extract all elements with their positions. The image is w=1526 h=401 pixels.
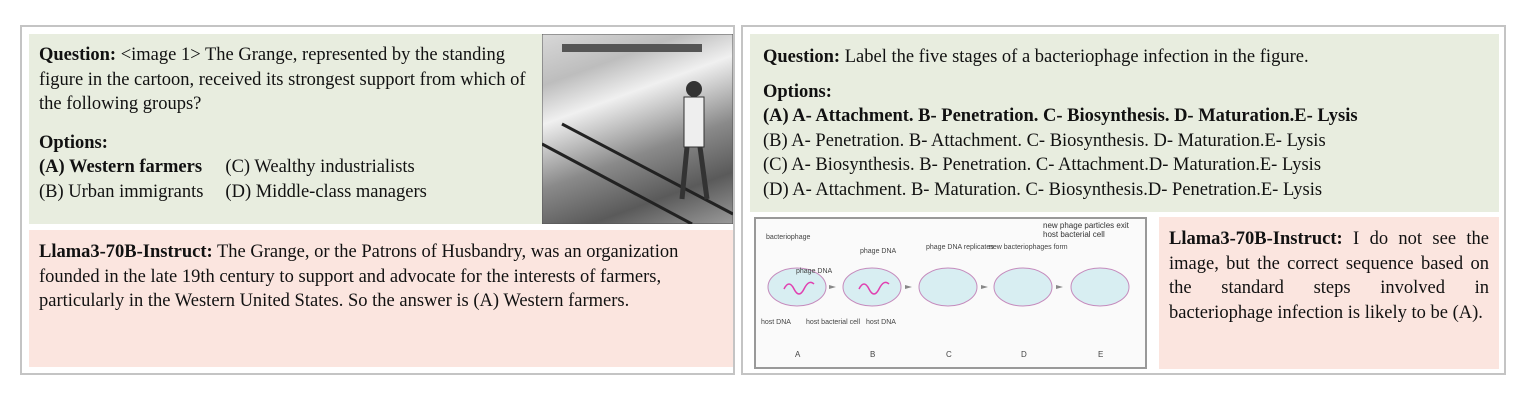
left-panel [20, 25, 735, 375]
option-d: (D) A- Attachment. B- Maturation. C- Biosynthesis.D- Penetration.E- Lysis [763, 179, 1323, 200]
stage-d: D [1021, 350, 1027, 359]
bacteriophage-figure [754, 217, 1147, 369]
label-phage-dna: phage DNA [796, 268, 833, 275]
option-a: (A) A- Attachment. B- Penetration. C- Biosynthesis. D- Maturation.E- Lysis [763, 106, 1358, 126]
answer-text: The Grange, or the Patrons of Husbandry, was an organization founded in the late 19th century to support and advocate for the interests of farmers, particularly in the Western United States. So the answer is (A) Western farmers. [39, 242, 679, 311]
label-exit: new phage particles exit host bacterial cell [1043, 221, 1129, 239]
stage-a: A [795, 350, 801, 359]
cartoon-drawing [542, 34, 733, 224]
option-a: (A) Western farmers [39, 157, 203, 177]
option-c: (C) A- Biosynthesis. B- Penetration. C- Attachment.D- Maturation.E- Lysis [763, 155, 1322, 175]
options-label: Options: [763, 81, 832, 102]
question [39, 43, 532, 117]
label-replicates: phage DNA replicates [926, 244, 994, 251]
question-label: Question: [763, 47, 841, 67]
label-new-phages: new bacteriophages form [989, 244, 1068, 251]
answer-label: Llama3-70B-Instruct: [1169, 229, 1343, 249]
stage-c: C [946, 350, 952, 359]
label-bacteriophage: bacteriophage [766, 234, 811, 241]
answer-box [29, 230, 733, 367]
label-phage-dna-b: phage DNA [860, 248, 897, 255]
option-b: (B) A- Penetration. B- Attachment. C- Biosynthesis. D- Maturation.E- Lysis [763, 130, 1326, 151]
option-c: (C) Wealthy industrialists [225, 157, 415, 177]
question-box [29, 34, 542, 224]
label-host-dna: host DNA [761, 319, 791, 326]
grange-cartoon-image [542, 34, 733, 224]
stage-b: B [870, 350, 876, 359]
answer-label: Llama3-70B-Instruct: [39, 242, 213, 262]
question-label: Question: [39, 45, 117, 65]
phage-diagram [756, 219, 1145, 367]
question-text: <image 1> The Grange, represented by the standing figure in the cartoon, received its strongest support from which of the following groups? [39, 45, 526, 114]
stage-e: E [1098, 350, 1104, 359]
answer-box [1159, 217, 1499, 369]
option-b: (B) Urban immigrants [39, 181, 204, 202]
answer-text: I do not see the image, but the correct sequence based on the standard steps involved in bacteriophage infection is likely to be (A). [1169, 229, 1489, 323]
right-panel [741, 25, 1506, 375]
label-host-cell: host bacterial cell [806, 319, 861, 326]
question-text: Label the five stages of a bacteriophage infection in the figure. [844, 47, 1309, 67]
question-box [750, 34, 1499, 212]
option-d: (D) Middle-class managers [225, 181, 427, 202]
options-label: Options: [39, 132, 108, 153]
label-host-dna-b: host DNA [866, 319, 896, 326]
